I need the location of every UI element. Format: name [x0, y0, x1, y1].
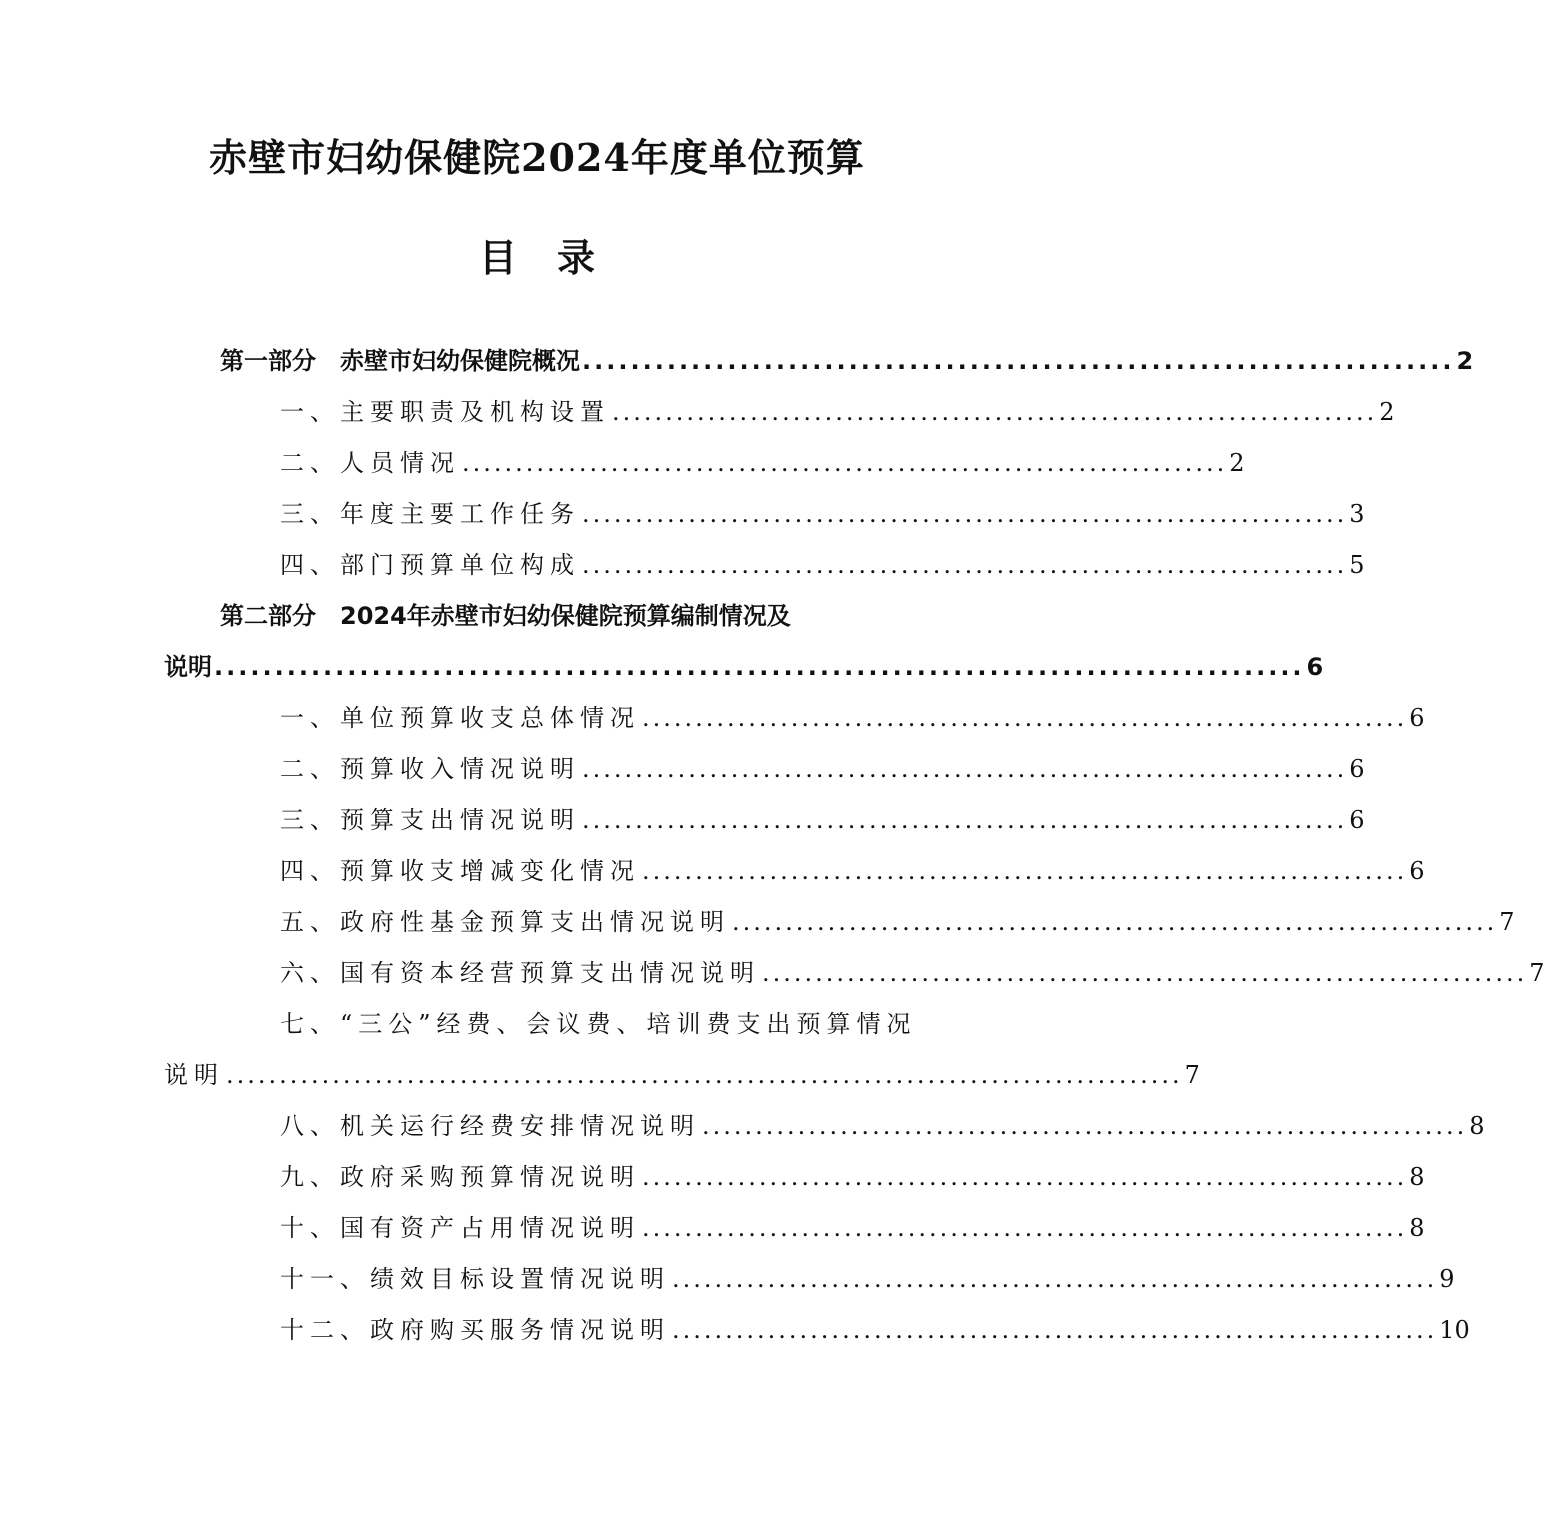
toc-entry-title: 第一部分 赤壁市妇幼保健院概况 [220, 347, 580, 375]
toc-entry-title: 十二、政府购买服务情况说明 [280, 1316, 670, 1344]
document-title: 赤壁市妇幼保健院2024年度单位预算 [209, 135, 865, 180]
toc-item[interactable] [280, 1151, 1425, 1203]
toc-item-7[interactable] [164, 1049, 1200, 1101]
toc-entry-page: 5 [1349, 551, 1365, 579]
toc-leader-dots: ........................................................................ [642, 1163, 1408, 1191]
toc-entry-title: 五、政府性基金预算支出情况说明 [280, 908, 730, 936]
toc-entry-page: 7 [1499, 908, 1515, 936]
toc-leader-dots: ........................................................................ [582, 551, 1348, 579]
toc-item[interactable] [280, 1202, 1425, 1254]
toc-leader-dots: ........................................................................ [732, 908, 1498, 936]
toc-leader-dots: ........................................................................ [582, 806, 1348, 834]
toc-entry-title: 说明 [164, 1061, 224, 1089]
toc-heading: 目录 [478, 235, 635, 280]
toc-entry-page: 8 [1469, 1112, 1485, 1140]
toc-entry-title: 三、年度主要工作任务 [280, 500, 580, 528]
toc-entry-page: 2 [1379, 398, 1395, 426]
toc-leader-dots: ........................................................................ [462, 449, 1228, 477]
toc-leader-dots: ........................................................................ [672, 1265, 1438, 1293]
toc-entry-page: 8 [1409, 1163, 1425, 1191]
toc-entry-title: 一、单位预算收支总体情况 [280, 704, 640, 732]
toc-entry-title: 九、政府采购预算情况说明 [280, 1163, 640, 1191]
toc-item[interactable] [280, 1304, 1470, 1356]
toc-entry-page: 10 [1439, 1316, 1470, 1344]
toc-leader-dots: ........................................................................ [582, 347, 1455, 375]
toc-leader-dots: ........................................................................ [642, 857, 1408, 885]
toc-leader-dots: ........................................................................ [582, 500, 1348, 528]
toc-leader-dots: .......................................................................................... [226, 1061, 1183, 1089]
toc-item[interactable] [280, 896, 1515, 948]
toc-item[interactable] [280, 794, 1365, 846]
toc-part-2-line1[interactable]: 第二部分 2024年赤壁市妇幼保健院预算编制情况及 [220, 602, 791, 630]
toc-part-1[interactable] [220, 335, 1474, 387]
toc-leader-dots: ........................................................................ [642, 1214, 1408, 1242]
toc-item[interactable] [280, 1100, 1485, 1152]
toc-leader-dots: ........................................................................ [672, 1316, 1438, 1344]
toc-entry-title: 十一、绩效目标设置情况说明 [280, 1265, 670, 1293]
toc-item[interactable] [280, 437, 1245, 489]
toc-entry-page: 7 [1529, 959, 1545, 987]
toc-item[interactable] [280, 692, 1425, 744]
toc-item[interactable] [280, 539, 1365, 591]
toc-item[interactable] [280, 743, 1365, 795]
toc-entry-page: 3 [1349, 500, 1365, 528]
toc-leader-dots: ........................................................................ [582, 755, 1348, 783]
toc-entry-page: 8 [1409, 1214, 1425, 1242]
toc-entry-title: 四、部门预算单位构成 [280, 551, 580, 579]
toc-leader-dots: ........................................................................ [702, 1112, 1468, 1140]
toc-entry-page: 9 [1439, 1265, 1455, 1293]
toc-entry-title: 四、预算收支增减变化情况 [280, 857, 640, 885]
toc-item[interactable] [280, 386, 1395, 438]
toc-entry-page: 2 [1456, 347, 1474, 375]
toc-entry-title: 六、国有资本经营预算支出情况说明 [280, 959, 760, 987]
toc-leader-dots: ........................................................................ [612, 398, 1378, 426]
toc-entry-page: 7 [1184, 1061, 1200, 1089]
toc-item[interactable] [280, 947, 1545, 999]
toc-item[interactable] [280, 488, 1365, 540]
toc-item[interactable] [280, 845, 1425, 897]
toc-part-2[interactable] [164, 641, 1324, 693]
toc-entry-title: 一、主要职责及机构设置 [280, 398, 610, 426]
toc-entry-page: 6 [1349, 806, 1365, 834]
toc-entry-page: 2 [1229, 449, 1245, 477]
toc-entry-title: 二、预算收入情况说明 [280, 755, 580, 783]
toc-entry-title: 十、国有资产占用情况说明 [280, 1214, 640, 1242]
toc-item[interactable] [280, 1253, 1455, 1305]
toc-entry-page: 6 [1349, 755, 1365, 783]
toc-item-7-line1[interactable]: 七、“三公”经费、会议费、培训费支出预算情况 [280, 1010, 917, 1038]
toc-entry-title: 三、预算支出情况说明 [280, 806, 580, 834]
toc-leader-dots: .......................................................................................... [214, 653, 1305, 681]
toc-entry-title: 二、人员情况 [280, 449, 460, 477]
toc-entry-page: 6 [1306, 653, 1324, 681]
toc-leader-dots: ........................................................................ [762, 959, 1528, 987]
toc-entry-page: 6 [1409, 857, 1425, 885]
toc-entry-title: 说明 [164, 653, 212, 681]
toc-entry-title: 八、机关运行经费安排情况说明 [280, 1112, 700, 1140]
toc-entry-page: 6 [1409, 704, 1425, 732]
toc-leader-dots: ........................................................................ [642, 704, 1408, 732]
